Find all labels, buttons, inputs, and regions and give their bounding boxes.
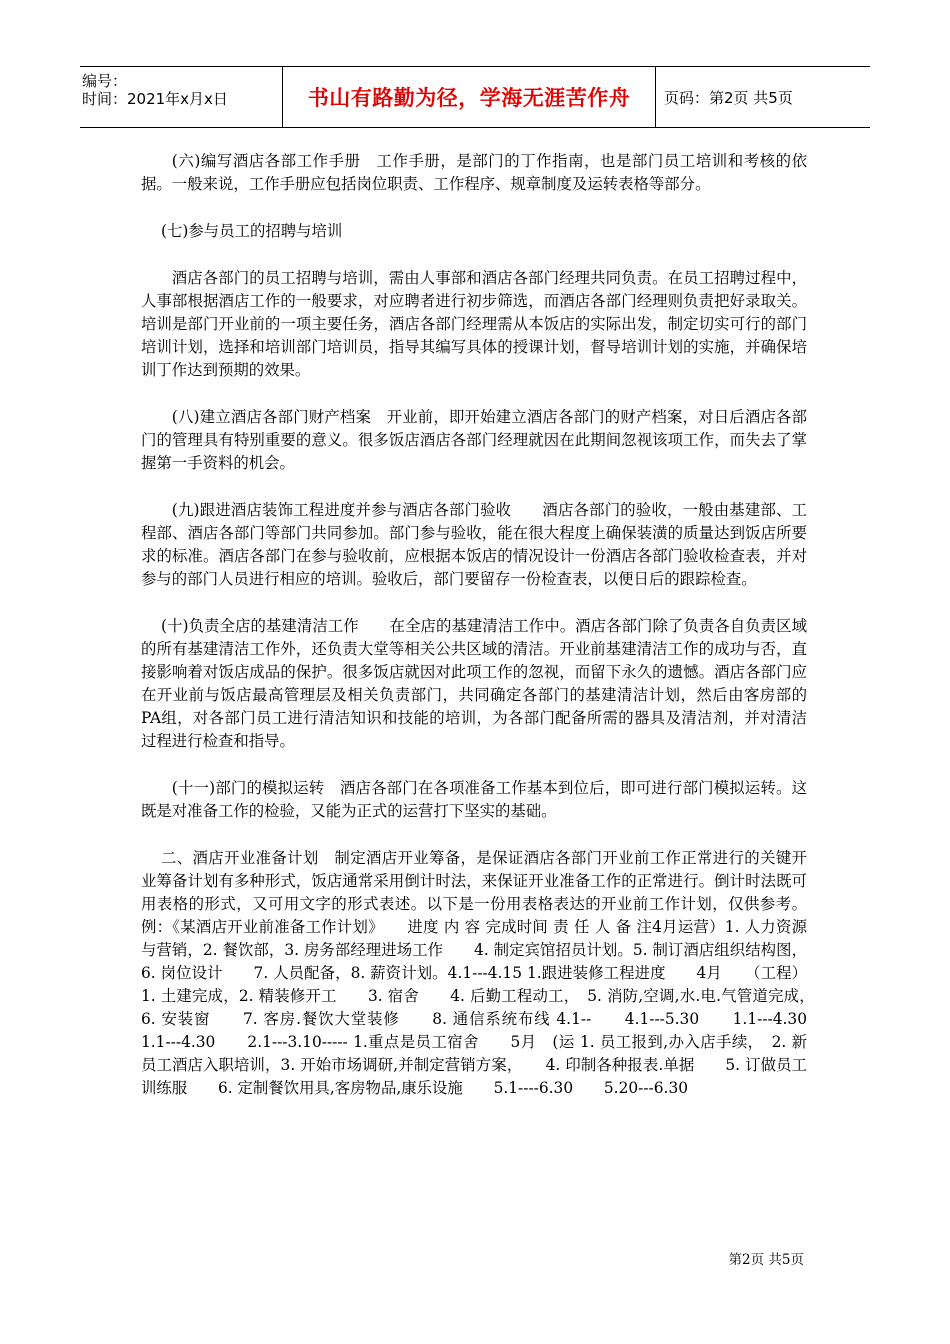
paragraph-opening-plan: 二、酒店开业准备计划 制定酒店开业筹备，是保证酒店各部门开业前工作正常进行的关键开业筹备计划有多种形式，饭店通常采用倒计时法，来保证开业准备工作的正常进行。倒计时法既可用表格的形式，又可用文字的形式表述。以下是一份用表格表达的开业前工作计划，仅供参考。例：《某酒店开业前准备工作计划》 进度 内 容 完成时间 责 任 人 备 注4月运营）1. 人力资源与营销，2. 餐饮部，3. 房务部经理进场工作 4. 制定宾馆招员计划。5. 制订酒店组织结构图，6. 岗位设计 7. 人员配备，8. 薪资计划。4.1---4.15 1.跟进装修工程进度 4月 （工程）1. 土建完成，2. 精装修开工 3. 宿舍 4. 后勤工程动工， 5. 消防,空调,水.电.气管道完成， 6. 安装窗 7. 客房.餐饮大堂装修 8. 通信系统布线 4.1-- 4.1---5.30 1.1---4.30 1.1---4.30 2.1---3.10----- 1.重点是员工宿舍 5月 (运 1. 员工报到,办入店手续， 2. 新员工酒店入职培训，3. 开始市场调研,并制定营销方案， 4. 印制各种报表.单据 5. 订做员工训练服 6. 定制餐饮用具,客房物品,康乐设施 5.1----6.30 5.20---6.30 bbox=[141, 849, 838, 1097]
paragraph-section-8: (八)建立酒店各部门财产档案 开业前，即开始建立酒店各部门的财产档案，对日后酒店各部门的管理具有特别重要的意义。很多饭店酒店各部门经理就因在此期间忽视该项工作，而失去了掌握第一手资料的机会。 bbox=[141, 408, 807, 472]
page-header bbox=[80, 66, 870, 128]
header-meta bbox=[80, 67, 282, 127]
heading-section-7: (七)参与员工的招聘与培训 bbox=[161, 222, 343, 240]
document-body bbox=[141, 150, 838, 1100]
header-motto: 书山有路勤为径，学海无涯苦作舟 bbox=[282, 67, 656, 127]
page-footer: 第2页 共5页 bbox=[728, 1252, 804, 1268]
paragraph-recruitment-training: 酒店各部门的员工招聘与培训，需由人事部和酒店各部门经理共同负责。在员工招聘过程中，人事部根据酒店工作的一般要求，对应聘者进行初步筛选，而酒店各部门经理则负责把好录取关。培训是部门开业前的一项主要任务，酒店各部门经理需从本饭店的实际出发，制定切实可行的部门培训计划，选择和培训部门培训员，指导其编写具体的授课计划，督导培训计划的实施，并确保培训丁作达到预期的效果。 bbox=[141, 269, 807, 379]
document-time-label: 时间：2021年x月x日 bbox=[82, 90, 228, 108]
paragraph-section-6: (六)编写酒店各部工作手册 工作手册，是部门的丁作指南，也是部门员工培训和考核的依据。一般来说，工作手册应包括岗位职责、工作程序、规章制度及运转表格等部分。 bbox=[141, 152, 807, 193]
paragraph-section-11: (十一)部门的模拟运转 酒店各部门在各项准备工作基本到位后，即可进行部门模拟运转。这既是对准备工作的检验，又能为正式的运营打下坚实的基础。 bbox=[141, 779, 807, 820]
header-page-label: 页码：第2页 共5页 bbox=[664, 88, 793, 107]
paragraph-section-9: (九)跟进酒店装饰工程进度并参与酒店各部门验收 酒店各部门的验收，一般由基建部、工程部、酒店各部门等部门共同参加。部门参与验收，能在很大程度上确保装潢的质量达到饭店所要求的标准。酒店各部门在参与验收前，应根据本饭店的情况设计一份酒店各部门验收检查表，并对参与的部门人员进行相应的培训。验收后，部门要留存一份检查表，以便日后的跟踪检查。 bbox=[141, 501, 807, 588]
paragraph-section-10: (十)负责全店的基建清洁工作 在全店的基建清洁工作中。酒店各部门除了负责各自负责区域的所有基建清洁工作外，还负责大堂等相关公共区域的清洁。开业前基建清洁工作的成功与否，直接影响着对饭店成品的保护。很多饭店就因对此项工作的忽视，而留下永久的遗憾。酒店各部门应在开业前与饭店最高管理层及相关负责部门，共同确定各部门的基建清洁计划，然后由客房部的PA组，对各部门员工进行清洁知识和技能的培训，为各部门配备所需的器具及清洁剂，并对清洁过程进行检查和指导。 bbox=[141, 617, 807, 750]
document-number-label: 编号： bbox=[82, 72, 128, 90]
